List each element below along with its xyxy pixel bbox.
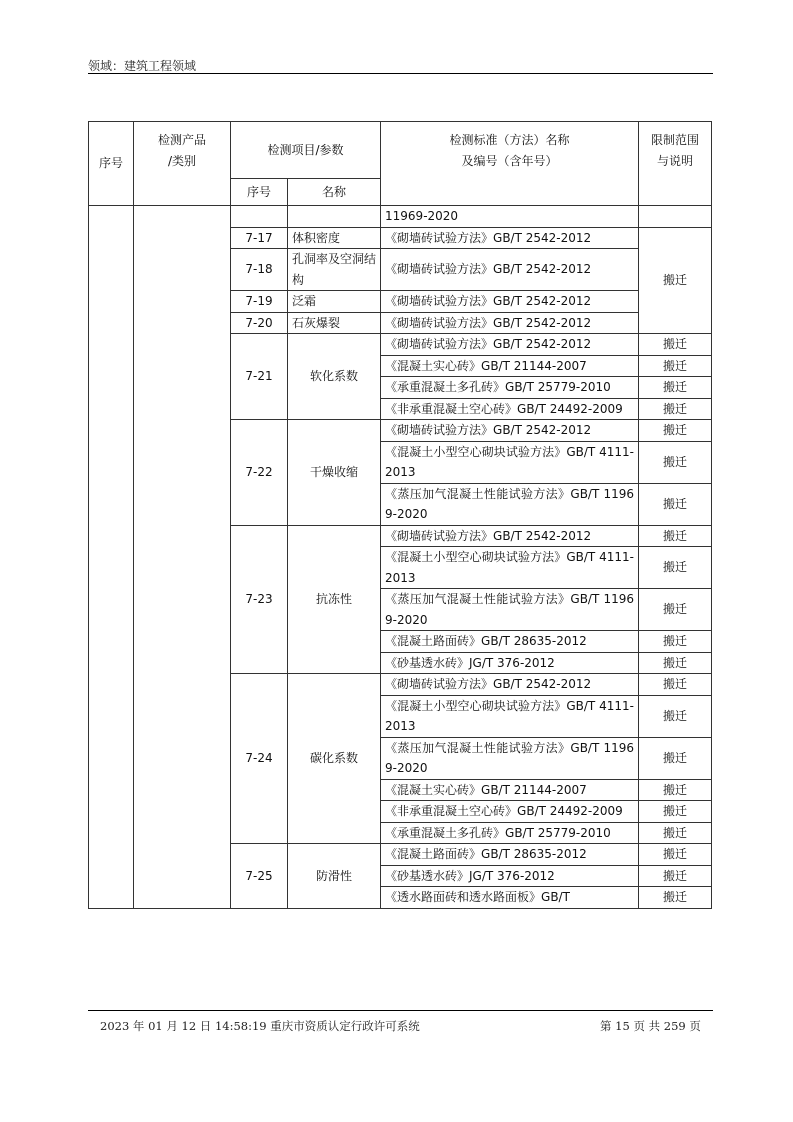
standard-text: 《混凝土实心砖》GB/T 21144-2007 [381, 355, 639, 377]
standard-text: 《承重混凝土多孔砖》GB/T 25779-2010 [381, 377, 639, 399]
standard-text: 《砌墙砖试验方法》GB/T 2542-2012 [381, 674, 639, 696]
row-category-cell [134, 206, 231, 909]
item-code: 7-24 [231, 674, 288, 844]
standard-text: 《砌墙砖试验方法》GB/T 2542-2012 [381, 420, 639, 442]
limit-text: 搬迁 [639, 779, 712, 801]
header-category-text: 检测产品 /类别 [157, 133, 206, 168]
standard-text: 《蒸压加气混凝土性能试验方法》GB/T 11969-2020 [381, 483, 639, 525]
row-seq-cell [89, 206, 134, 909]
standard-text: 《砌墙砖试验方法》GB/T 2542-2012 [381, 525, 639, 547]
item-code: 7-23 [231, 525, 288, 674]
limit-text: 搬迁 [639, 441, 712, 483]
standard-text: 《混凝土路面砖》GB/T 28635-2012 [381, 631, 639, 653]
header-seq: 序号 [89, 122, 134, 206]
limit-text: 搬迁 [639, 525, 712, 547]
header-row [89, 122, 712, 179]
limit-text: 搬迁 [639, 355, 712, 377]
item-code: 7-25 [231, 844, 288, 909]
item-name: 抗冻性 [288, 525, 381, 674]
item-name [288, 206, 381, 228]
header-standard [381, 122, 639, 206]
item-code: 7-17 [231, 227, 288, 249]
limit-text: 搬迁 [639, 398, 712, 420]
standard-text: 《砂基透水砖》JG/T 376-2012 [381, 652, 639, 674]
header-standard-text: 检测标准（方法）名称 及编号（含年号） [449, 133, 570, 168]
header-divider [88, 73, 713, 74]
limit-text: 搬迁 [639, 887, 712, 909]
inspection-table [88, 121, 712, 909]
standard-text: 《承重混凝土多孔砖》GB/T 25779-2010 [381, 822, 639, 844]
standard-text: 《混凝土路面砖》GB/T 28635-2012 [381, 844, 639, 866]
header-category [134, 122, 231, 206]
limit-text: 搬迁 [639, 483, 712, 525]
header-item-name: 名称 [288, 179, 381, 206]
standard-text: 《透水路面砖和透水路面板》GB/T [381, 887, 639, 909]
limit-text: 搬迁 [639, 844, 712, 866]
limit-text: 搬迁 [639, 695, 712, 737]
standard-text: 《砌墙砖试验方法》GB/T 2542-2012 [381, 312, 639, 334]
item-name: 碳化系数 [288, 674, 381, 844]
limit-text: 搬迁 [639, 420, 712, 442]
standard-text: 《混凝土小型空心砌块试验方法》GB/T 4111-2013 [381, 695, 639, 737]
limit-text: 搬迁 [639, 589, 712, 631]
limit-text: 搬迁 [639, 801, 712, 823]
header-limit [639, 122, 712, 206]
item-code [231, 206, 288, 228]
standard-text: 《砌墙砖试验方法》GB/T 2542-2012 [381, 249, 639, 291]
limit-text: 搬迁 [639, 674, 712, 696]
header-limit-text: 限制范围 与说明 [651, 133, 700, 168]
footer-timestamp: 2023 年 01 月 12 日 14:58:19 重庆市资质认定行政许可系统 [100, 1019, 420, 1033]
limit-text: 搬迁 [639, 631, 712, 653]
limit-text: 搬迁 [639, 377, 712, 399]
page-header: 领域：建筑工程领域 [88, 59, 197, 73]
limit-text: 搬迁 [639, 652, 712, 674]
item-name: 石灰爆裂 [288, 312, 381, 334]
limit-text: 搬迁 [639, 865, 712, 887]
limit-text: 搬迁 [639, 227, 712, 334]
standard-text: 11969-2020 [381, 206, 639, 228]
standard-text: 《混凝土实心砖》GB/T 21144-2007 [381, 779, 639, 801]
header-item-seq: 序号 [231, 179, 288, 206]
standard-text: 《非承重混凝土空心砖》GB/T 24492-2009 [381, 801, 639, 823]
item-name: 软化系数 [288, 334, 381, 420]
item-code: 7-21 [231, 334, 288, 420]
item-code: 7-18 [231, 249, 288, 291]
standard-text: 《非承重混凝土空心砖》GB/T 24492-2009 [381, 398, 639, 420]
item-code: 7-22 [231, 420, 288, 526]
item-name: 体积密度 [288, 227, 381, 249]
item-code: 7-20 [231, 312, 288, 334]
limit-text: 搬迁 [639, 737, 712, 779]
header-item-group: 检测项目/参数 [231, 122, 381, 179]
item-name: 孔洞率及空洞结构 [288, 249, 381, 291]
standard-text: 《砌墙砖试验方法》GB/T 2542-2012 [381, 227, 639, 249]
limit-text: 搬迁 [639, 547, 712, 589]
limit-text: 搬迁 [639, 334, 712, 356]
item-name: 干燥收缩 [288, 420, 381, 526]
footer-divider [88, 1010, 713, 1011]
standard-text: 《混凝土小型空心砌块试验方法》GB/T 4111-2013 [381, 441, 639, 483]
item-name: 防滑性 [288, 844, 381, 909]
footer-page-number: 第 15 页 共 259 页 [600, 1019, 701, 1033]
table-row [89, 206, 712, 228]
standard-text: 《砌墙砖试验方法》GB/T 2542-2012 [381, 334, 639, 356]
limit-text [639, 206, 712, 228]
standard-text: 《砌墙砖试验方法》GB/T 2542-2012 [381, 291, 639, 313]
standard-text: 《砂基透水砖》JG/T 376-2012 [381, 865, 639, 887]
standard-text: 《蒸压加气混凝土性能试验方法》GB/T 11969-2020 [381, 737, 639, 779]
item-name: 泛霜 [288, 291, 381, 313]
standard-text: 《混凝土小型空心砌块试验方法》GB/T 4111-2013 [381, 547, 639, 589]
limit-text: 搬迁 [639, 822, 712, 844]
standard-text: 《蒸压加气混凝土性能试验方法》GB/T 11969-2020 [381, 589, 639, 631]
item-code: 7-19 [231, 291, 288, 313]
